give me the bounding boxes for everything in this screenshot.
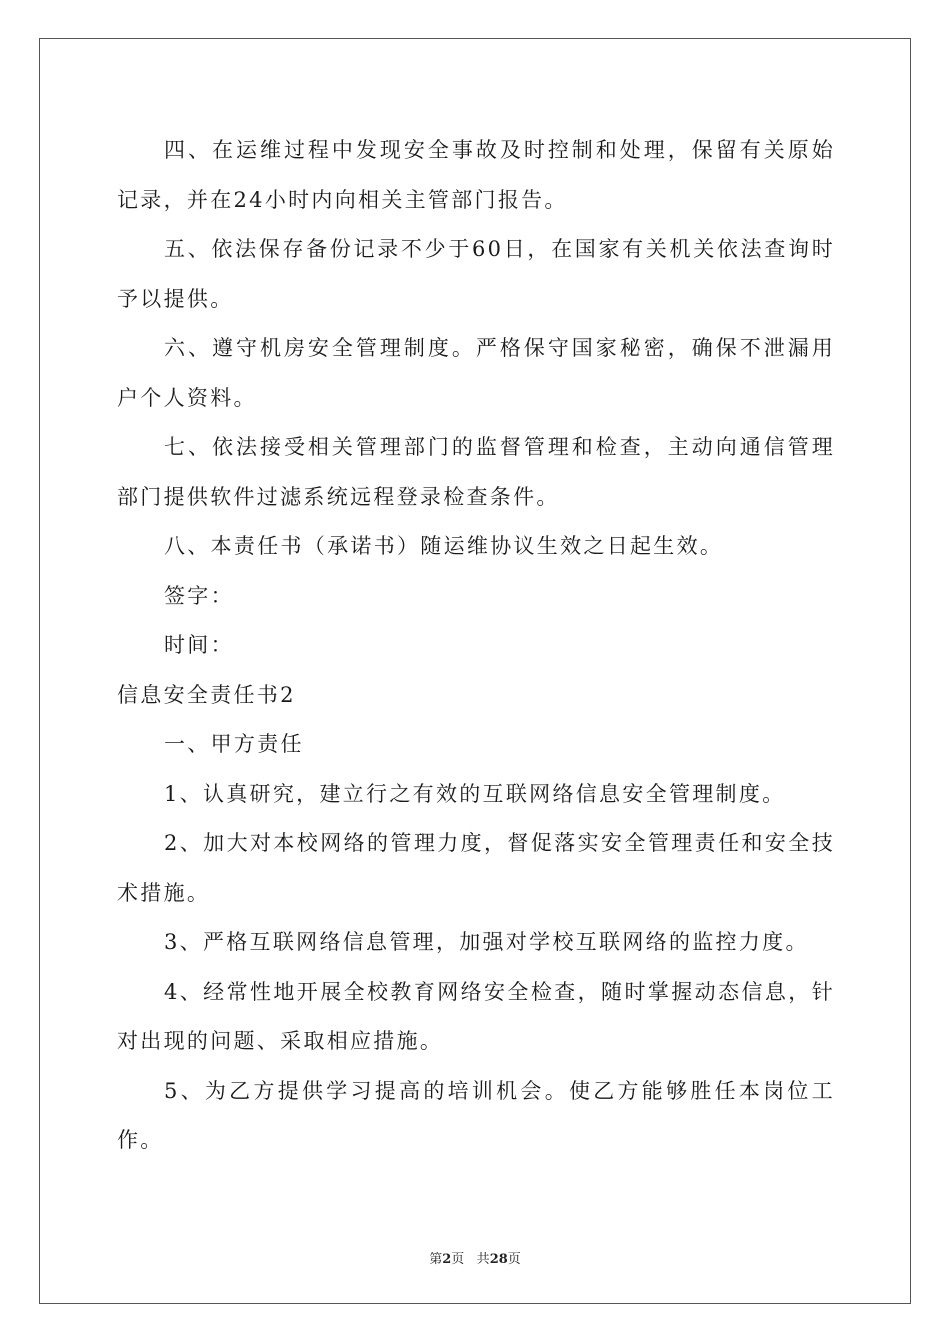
footer-page-suffix: 页	[451, 1252, 465, 1267]
section-title: 信息安全责任书2	[117, 682, 296, 707]
paragraph: 七、依法接受相关管理部门的监督管理和检查，主动向通信管理部门提供软件过滤系统远程登录检查条件。	[117, 435, 835, 509]
date-label: 时间：	[164, 633, 234, 657]
footer-total-prefix: 共	[476, 1252, 490, 1267]
current-page-number: 2	[442, 1252, 452, 1267]
page-footer	[0, 1248, 950, 1267]
paragraph: 1、认真研究，建立行之有效的互联网络信息安全管理制度。	[164, 781, 786, 806]
paragraph: 3、严格互联网络信息管理，加强对学校互联网络的监控力度。	[164, 930, 809, 954]
footer-prefix: 第	[429, 1252, 443, 1267]
signature-label: 签字：	[164, 583, 234, 608]
paragraph: 4、经常性地开展全校教育网络安全检查，随时掌握动态信息，针对出现的问题、采取相应措施。	[117, 979, 835, 1053]
paragraph: 六、遵守机房安全管理制度。严格保守国家秘密，确保不泄漏用户个人资料。	[117, 336, 835, 410]
paragraph: 五、依法保存备份记录不少于60日，在国家有关机关依法查询时予以提供。	[117, 237, 835, 311]
total-pages: 28	[489, 1252, 508, 1267]
section-heading: 一、甲方责任	[164, 732, 304, 756]
paragraph: 八、本责任书（承诺书）随运维协议生效之日起生效。	[164, 534, 724, 558]
paragraph: 四、在运维过程中发现安全事故及时控制和处理，保留有关原始记录，并在24小时内向相关主管部门报告。	[117, 138, 835, 212]
paragraph: 2、加大对本校网络的管理力度，督促落实安全管理责任和安全技术措施。	[117, 831, 835, 905]
document-body	[117, 126, 835, 1166]
paragraph: 5、为乙方提供学习提高的培训机会。使乙方能够胜任本岗位工作。	[117, 1078, 835, 1152]
footer-total-suffix: 页	[507, 1252, 521, 1267]
